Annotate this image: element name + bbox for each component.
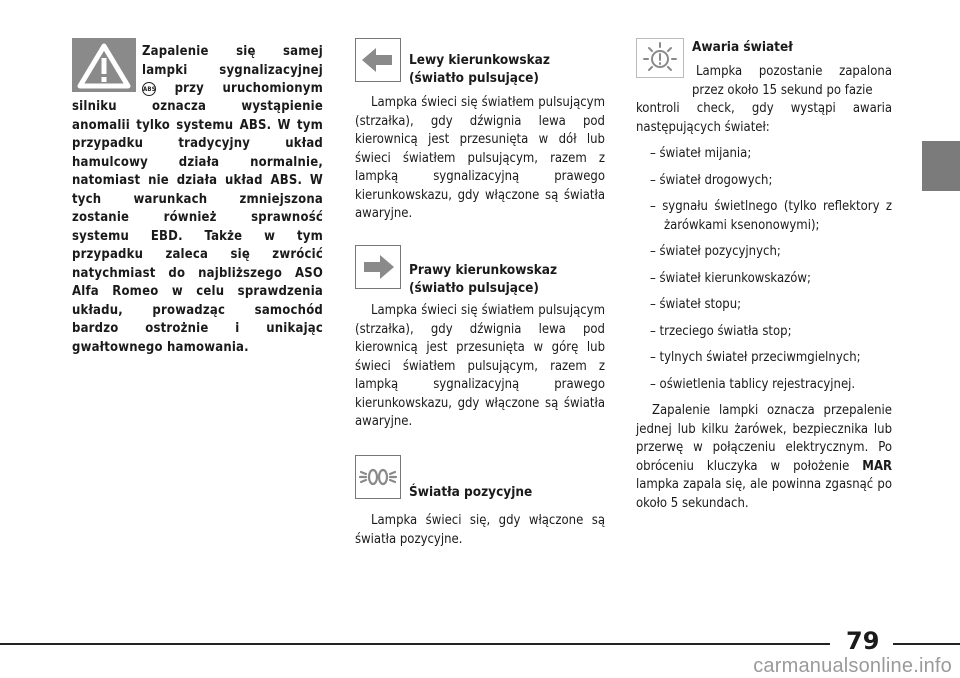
bulb-failure-intro-rest: kontroli check, gdy wystąpi awaria następujących świateł: [636,101,892,135]
section-tab-marker [922,141,960,191]
list-item: – świateł drogowych; [650,172,773,188]
warning-line-2: lampki sygnalizacyjnej [142,62,323,78]
bulb-failure-outro [636,402,892,513]
page-number: 79 [846,627,880,655]
list-item: – tylnych świateł przeciwmgielnych; [650,350,861,365]
left-turn-icon-box [355,38,401,82]
bulb-failure-intro-first: Lampka pozostanie zapalona przez około 15 sekund po fazie [692,64,892,98]
warning-line-1: Zapalenie się samej [142,44,323,59]
list-item: – sygnału świetlnego (tylko reflektory z żarówkami ksenonowymi); [650,199,892,233]
outro-before: Zapalenie lampki oznacza przepalenie jednej lub kilku żarówek, bezpiecznika lub przerwę w połączeniu elektrycznym. Po obróceniu kluczyka w położenie [636,403,892,474]
list-item: – świateł mijania; [650,146,752,161]
watermark: carmanualsonline.info [753,655,952,677]
left-turn-text: Lampka świeci się światłem pulsującym (strzałka), gdy dźwignia lewa pod kierownicą jest przesunięta w dół lub świeci światłem pulsującym, razem z lampką sygnalizacyjną prawego kierunkowskazu, gdy włączone są światła awaryjne. [355,95,605,221]
right-arrow-icon [356,246,400,288]
position-lights-title: Światła pozycyjne [409,484,533,500]
list-item: – świateł pozycyjnych; [650,244,781,259]
left-turn-title: Lewy kierunkowskaz (światło pulsujące) [409,52,550,86]
right-turn-icon-box [355,245,401,289]
right-turn-text: Lampka świeci się światłem pulsującym (strzałka), gdy dźwignia lewa pod kierownicą jest przesunięta w górę lub świeci światłem pulsującym, razem z lampką sygnalizacyjną prawego kierunkowskazu, gdy włączone są światła awaryjne. [355,303,605,429]
list-item: – trzeciego światła stop; [650,323,792,339]
outro-after: lampka zapala się, ale powinna zgasnąć po około 5 sekundach. [636,477,892,511]
right-turn-title: Prawy kierunkowskaz (światło pulsujące) [409,262,558,296]
warning-icon-box [72,38,136,92]
bulb-failure-icon-box [636,38,684,78]
position-lights-text: Lampka świeci się, gdy włączone są światła pozycyjne. [355,513,605,547]
position-lights-icon [356,456,400,498]
abs-warning-first-lines [142,43,323,99]
left-arrow-icon [356,39,400,81]
key-position-mar: MAR [862,458,892,474]
position-lights-icon-box [355,455,401,499]
bulb-failure-title: Awaria świateł [692,39,793,55]
warning-line-3 [142,80,323,99]
list-item: – oświetlenia tablicy rejestracyjnej. [650,376,856,392]
abs-icon: ABS [142,82,156,96]
bulb-failure-body [636,100,892,513]
list-item: – świateł kierunkowskazów; [650,270,811,286]
bulb-failure-icon [637,39,683,77]
warning-line-3-text: przy uruchomionym [174,81,323,96]
abs-warning-text: silniku oznacza wystąpienie anomalii tylko systemu ABS. W tym przypadku tradycyjny układ hamulcowy działa normalnie, natomiast nie działa układ ABS. W tych warunkach zmniejszona zostanie również sprawność systemu EBD. Także w tym przypadku zaleca się zwrócić natychmiast do najbliższego ASO Alfa Romeo w celu sprawdzenia układu, prowadząc samochód bardzo ostrożnie i unikając gwałtownego hamowania. [72,99,323,355]
footer-rule-left [0,643,830,645]
list-item: – świateł stopu; [650,297,742,312]
warning-triangle-icon [72,38,136,92]
footer-rule-right [893,643,960,645]
